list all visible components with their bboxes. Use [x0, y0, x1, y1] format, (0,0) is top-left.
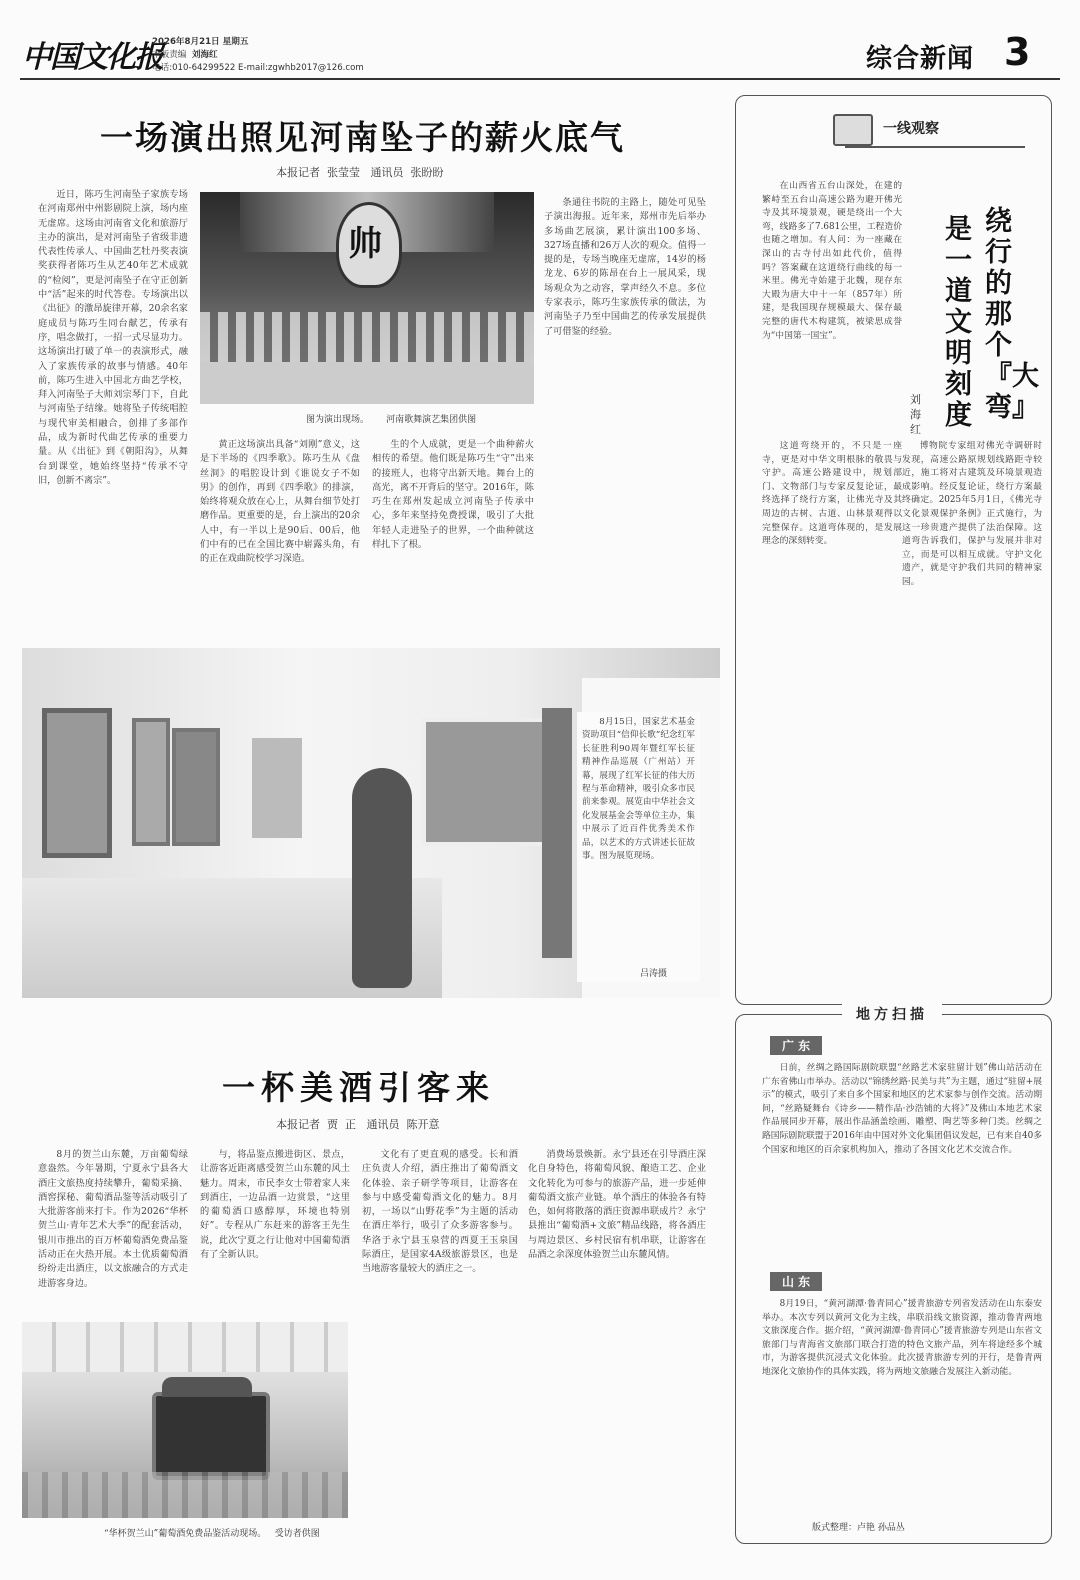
article2-col1: 8月的贺兰山东麓，万亩葡萄绿意盎然。今年暑期，宁夏永宁县各大酒庄文旅热度持续攀升，葡萄采摘、酒窖探秘、葡萄酒品鉴等活动吸引了大批游客前来打卡。作为2026“华杯贺兰山·青年艺术大季”的配套活动，银川市推出的百万杯葡萄酒免费品鉴活动正在火热开展。本土优质葡萄酒纷纷走出酒庄，以文旅融合的方式走进游客身边。 [38, 1149, 188, 1289]
observation-col2: 这道弯绕开的，不只是一座寺，更是对中华文明根脉的敬畏与守护。高速公路建设中，规划部门、文物部门与专家反复论证，最终选择了绕行方案，让佛光寺及其周边的古树、古道、山林景观得以完整保存。这道弯体现的，是发展理念的深刻转变。 [762, 441, 902, 547]
article1-title: 一场演出照见河南坠子的薪火底气 [100, 118, 625, 157]
observation-tag-text: 一线观察 [883, 121, 939, 137]
local-scan-heading-text: 地方扫描 [856, 1007, 928, 1023]
page-number: 3 [1004, 30, 1031, 74]
performance-photo [200, 192, 534, 404]
observation-headline-1: 绕行的那个『大弯』 [985, 206, 1039, 423]
article1-col3: 生的个人成就，更是一个曲种薪火相传的希望。他们既是陈巧生“守”出来的接班人，也将守出新天地。舞台上的高光，离不开背后的坚守。2016年，陈巧生在郑州发起成立河南坠子传承中心，多年来坚持免费授课，吸引了大批年轻人走进坠子的世界，一个曲种就这样扎下了根。 [372, 439, 534, 551]
article2-col4: 消费场景焕新。永宁县还在引导酒庄深化自身特色，将葡萄风貌、酿造工艺、企业文化转化为可参与的旅游产品，进一步延伸葡萄酒文旅产业链。单个酒庄的体验各有特色，如何将散落的酒庄资源串联成片？永宁县推出“葡萄酒+文旅”精品线路，将各酒庄与周边景区、乡村民宿有机串联，让游客在品酒之余深度体验贺兰山东麓风情。 [528, 1149, 706, 1261]
article2-byline: 本报记者 贾 正 通讯员 陈开意 [276, 1118, 440, 1131]
observation-col3: 博物院专家组对佛光寺调研时发现，高速公路原规划线路距寺较近，施工将对古建筑及环境景观造成影响。经反复论证，绕行方案最终确定。2025年5月1日，《佛光寺文化景观保护条例》正式施行，为这一珍贵遗产提供了法治保障。这道弯告诉我们，保护与发展并非对立，而是可以相互成就。守护文化遗产，就是守护我们共同的精神家园。 [902, 441, 1042, 587]
wine-event-photo-caption: “华杯贺兰山”葡萄酒免费品鉴活动现场。 受访者供图 [104, 1529, 320, 1539]
performance-photo-caption: 图为演出现场。 河南歌舞演艺集团供图 [306, 415, 477, 425]
stage-emblem: 帅 [348, 224, 382, 264]
region-label-guangdong: 广 东 [770, 1036, 822, 1055]
observation-author: 刘海红 [910, 393, 921, 436]
masthead-rule [20, 78, 1060, 80]
local-scan-guangdong-text: 日前，丝绸之路国际剧院联盟“丝路艺术家驻留计划”佛山站活动在广东省佛山市举办。活动以“锦绣丝路·民美与共”为主题，通过“驻留+展示”的模式，吸引了来自多个国家和地区的艺术家参与创作交流。活动期间，“丝路疑舞台《诗乡——精作品·沙浩铺的大将》”及佛山本地艺术家作品展同步开幕，展出作品涵盖绘画、雕塑、陶艺等多种门类。丝绸之路国际剧院联盟于2016年由中国对外文化集团倡议发起，已有来自40多个国家和地区的百余家机构加入，推动了各国文化艺术交流合作。 [762, 1063, 1042, 1155]
local-scan-shandong-text: 8月19日，“黄河湖潭·鲁青同心”援青旅游专列省发活动在山东泰安举办。本次专列以黄河文化为主线，串联沿线文旅资源，推动鲁青两地文旅深度合作。据介绍，“黄河湖潭·鲁青同心”援青旅游专列是山东省文旅部门与青海省文旅部门联合打造的特色文旅产品，列车将途经多个城市，为游客提供沉浸式文化体验。此次援青旅游专列的开行，是鲁青两地深化文旅协作的具体实践，将为两地文旅融合发展注入新动能。 [762, 1299, 1042, 1377]
masthead-date: 2026年8月21日 星期五 [152, 37, 249, 47]
article1-col1: 近日，陈巧生河南坠子家族专场在河南郑州中州影剧院上演，场内座无虚席。这场由河南省文化和旅游厅主办的演出，是对河南坠子省级非遗代表性传承人、中国曲艺牡丹奖表演奖获得者陈巧生从艺40年艺术成就的“检阅”，更是河南坠子在守正创新中“活”起来的时代答卷。专场演出以《出征》的激昂旋律开幕，20余名家庭成员与陈巧生同台献艺，传承有序，唱念做打，一招一式尽显功力。这场演出打破了单一的表演形式，融入了家族传承的故事与情感。40年前，陈巧生进入中国北方曲艺学校，拜入河南坠子大师刘宗琴门下，自此与河南坠子结缘。她将坠子传统唱腔与现代审美相融合，创排了多部作品，成为新时代曲艺传承的重要力量。从《出征》到《朝阳沟》，从舞台到课堂，她始终坚持“传承不守旧，创新不离宗”。 [38, 189, 188, 486]
article1-col4: 条通往书院的主路上，随处可见坠子演出海报。近年来，郑州市先后举办多场曲艺展演，累计演出100多场、327场直播和26万人次的观众。值得一提的是，专场当晚座无虚席，14岁的杨龙龙、6岁的陈昂在台上一展风采，现场观众为之动容，掌声经久不息。多位专家表示，陈巧生家族传承的做法，为河南坠子乃至中国曲艺的传承发展提供了可借鉴的经验。 [544, 197, 706, 337]
masthead-logo: 中国文化报 [22, 40, 162, 75]
article1-col2: 黄正这场演出具备“刘刚”意义，这是下半场的《四季歌》。陈巧生从《盘丝洞》的唱腔设计到《谁说女子不如男》的创作，再到《四季歌》的排演，始终将观众放在心上，从舞台细节处打磨作品。更重要的是，台上演出的20余人中，有一半以上是90后、00后，他们中有的已在全国比赛中崭露头角，有的正在戏曲院校学习深造。 [200, 439, 360, 565]
observation-headline-2: 是一道文明刻度 [945, 214, 972, 431]
local-scan-editor: 版式整理：卢艳 孙品丛 [812, 1523, 905, 1533]
masthead-editor: 本版责编 刘海红 [152, 50, 218, 60]
article1-byline: 本报记者 张莹莹 通讯员 张盼盼 [276, 166, 444, 179]
region-label-shandong: 山 东 [770, 1272, 822, 1291]
article2-col3: 文化有了更直观的感受。长和酒庄负责人介绍，酒庄推出了葡萄酒文化体验、亲子研学等项目，让游客在参与中感受葡萄酒文化的魅力。8月初，一场以“山野花季”为主题的活动在酒庄举行，吸引了众多游客参与。华洛于永宁县玉泉营的西夏王玉泉国际酒庄，是国家4A级旅游景区，也是当地游客量较大的酒庄之一。 [362, 1149, 518, 1275]
observation-tag [845, 112, 1025, 148]
exhibition-caption: 8月15日，国家艺术基金资助项目“信仰长歌”纪念红军长征胜利90周年暨红军长征精神作品巡展（广州站）开幕，展现了红军长征的伟大历程与革命精神，吸引众多市民前来参观。展览由中华社会文化发展基金会等单位主办，集中展示了近百件优秀美术作品，以艺术的方式讲述长征故事。图为展览现场。 [582, 717, 695, 862]
section-title: 综合新闻 [866, 44, 975, 74]
observation-col1: 在山西省五台山深处，在建的繁峙至五台山高速公路为避开佛光寺及其环境景观，硬是绕出一个大弯，线路多了7.681公里，工程造价也随之增加。有人问：为一座藏在深山的古寺付出如此代价，值得吗？答案藏在这道绕行曲线的每一米里。佛光寺始建于北魏，现存东大殿为唐大中十一年（857年）所建，是我国现存规模最大、保存最完整的唐代木构建筑，被梁思成誉为“中国第一国宝”。 [762, 181, 902, 341]
masthead-contact: 电话:010-64299522 E-mail:zgwhb2017@126.com [152, 63, 364, 73]
wine-event-photo [22, 1322, 348, 1518]
masthead-info [152, 36, 364, 75]
article2-title: 一杯美酒引客来 [222, 1068, 495, 1107]
article2-col2: 与，将品鉴点搬进街区、景点，让游客近距离感受贺兰山东麓的风土魅力。周末，市民李女士带着家人来到酒庄，一边品酒一边赏景，“这里的葡萄酒口感醇厚，环境也特别好”。专程从广东赶来的游客王先生说，此次宁夏之行让他对中国葡萄酒有了全新认识。 [200, 1149, 350, 1261]
local-scan-heading [842, 1004, 942, 1026]
exhibition-credit: 吕涛摄 [640, 969, 668, 979]
